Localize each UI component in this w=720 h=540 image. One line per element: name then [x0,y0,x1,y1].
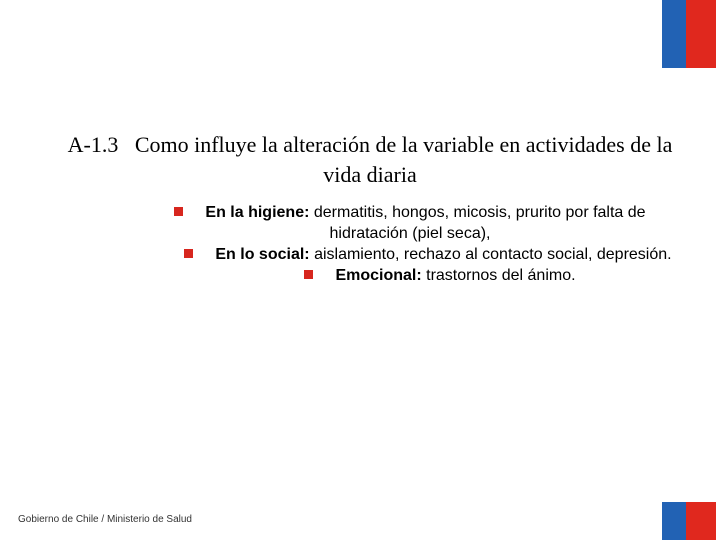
bullet-text: aislamiento, rechazo al contacto social, depresión. [309,246,672,263]
bullet-list [140,202,680,286]
footer-text: Gobierno de Chile / Ministerio de Salud [18,514,192,525]
bullet-item-social [140,244,680,265]
bullet-label: En lo social: [215,246,310,263]
bullet-item-higiene [140,202,680,244]
flag-red-stripe [686,0,716,68]
slide-title [60,130,680,190]
bullet-square-icon [184,249,193,258]
bullet-text: dermatitis, hongos, micosis, prurito por falta de hidratación (piel seca), [309,204,646,242]
chile-flag-logo-top [662,0,716,68]
flag-red-stripe [686,502,716,540]
bullet-text: trastornos del ánimo. [421,267,576,284]
bullet-label: Emocional: [335,267,422,284]
flag-blue-stripe [662,0,686,68]
bullet-square-icon [304,270,313,279]
flag-blue-stripe [662,502,686,540]
chile-flag-logo-bottom [662,502,716,540]
bullet-label: En la higiene: [205,204,310,221]
slide-number: A-1.3 [67,132,119,157]
bullet-square-icon [174,207,183,216]
slide-title-text: Como influye la alteración de la variable en actividades de la vida diaria [134,132,673,187]
bullet-item-emocional [140,265,680,286]
